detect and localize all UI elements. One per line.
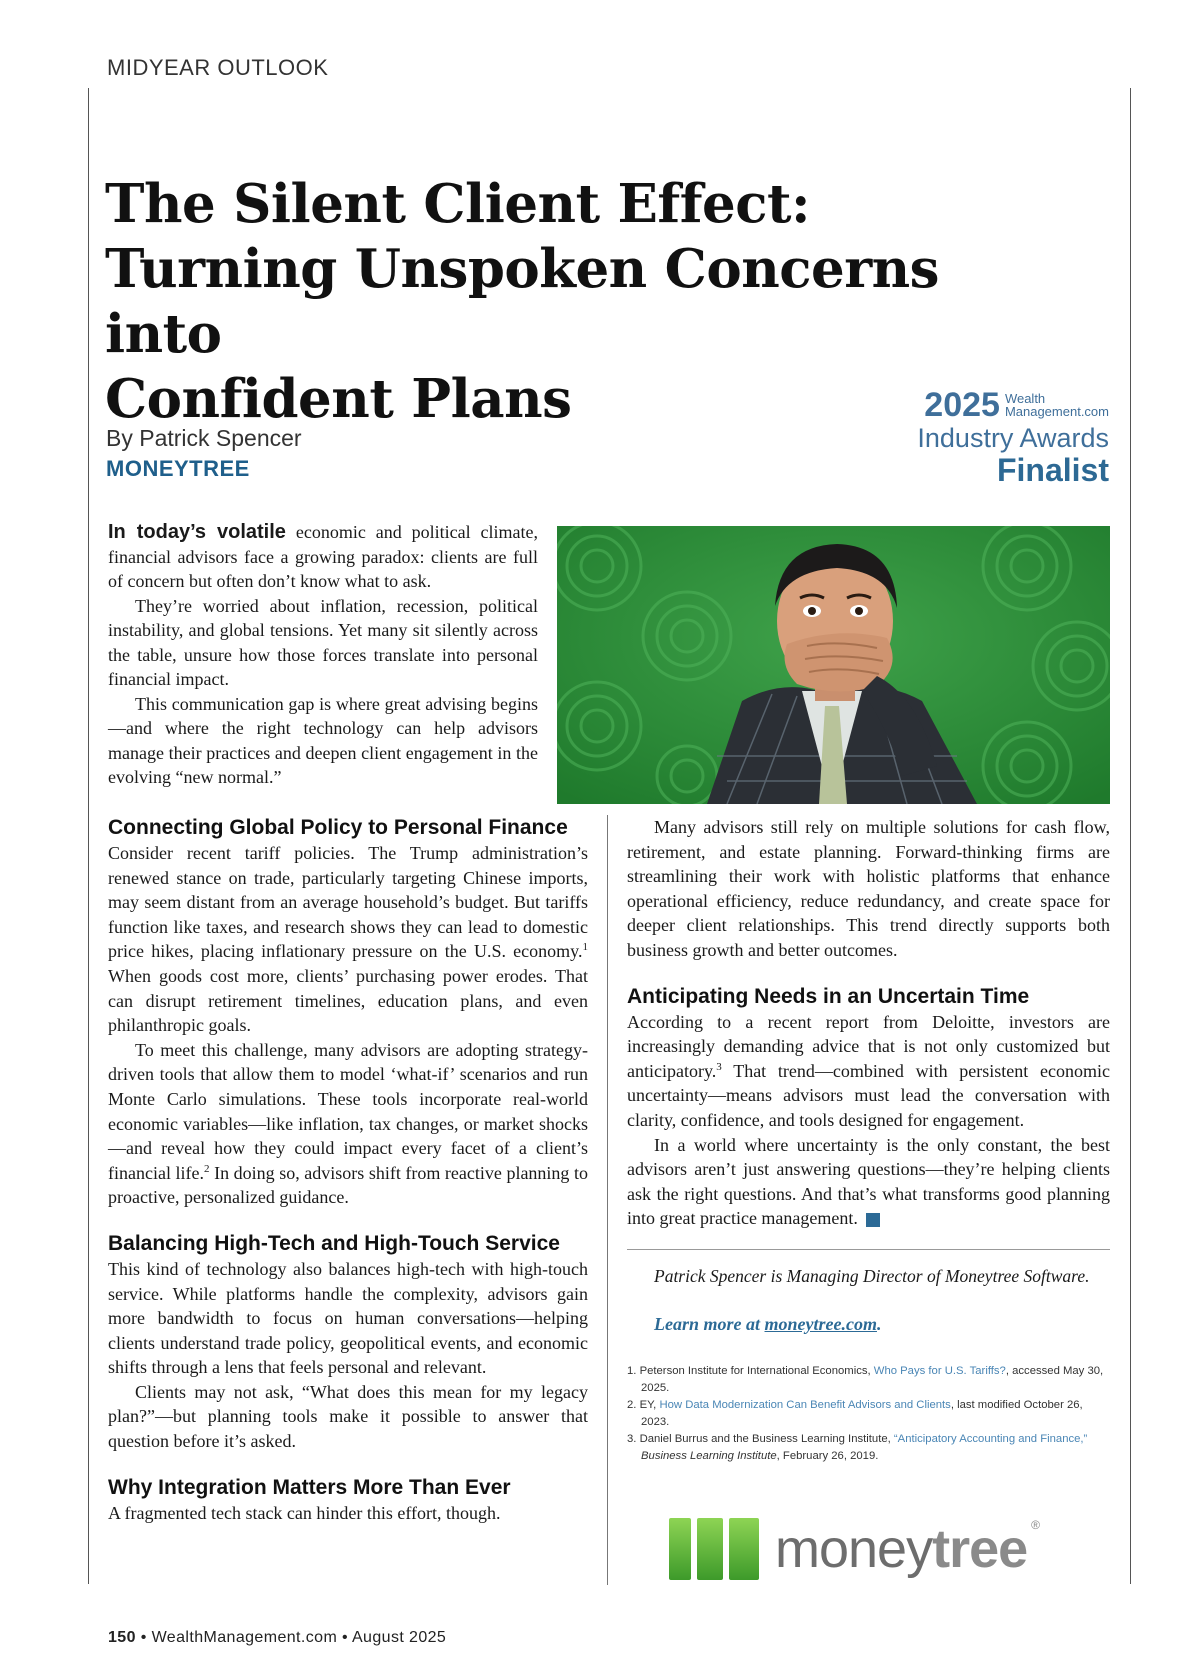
headline-line-1: The Silent Client Effect: [105,173,811,235]
section-label: MIDYEAR OUTLOOK [107,55,329,80]
award-brand: Wealth Management.com [1004,391,1109,419]
subhead-why-integration: Why Integration Matters More Than Ever [108,1475,511,1499]
photo-man-covering-mouth [557,526,1110,804]
body-paragraph: To meet this challenge, many advisors are adopting strategy-driven tools that allow them to model ‘what-if’ scenarios and run Monte Carlo simulations. These tools incorporate real-world economic variables—like inflation, tax changes, or market shocks—and reveal how they could impact every facet of a client’s financial life.$^2$ In doing so, advisors shift from reactive planning to proactive, personalized guidance. [108,1039,588,1208]
right-column [627,815,1110,1465]
body-paragraph: This kind of technology also balances high-tech with high-touch service. While platforms handle the complexity, advisors gain more bandwidth to focus on human conversations—helping clients understand trade policy, geopolitical events, and economic shifts through a lens that feels personal and relevant. [108,1258,588,1378]
author-bio: Patrick Spencer is Managing Director of Moneytree Software. [654,1265,1090,1286]
award-title: Industry Awards [917,423,1109,453]
footnote-ref: 3 [716,1060,722,1073]
award-badge [917,388,1109,488]
body-paragraph: According to a recent report from Deloitte, investors are increasingly demanding advice that is not only customized but anticipatory.$^3$ That trend—combined with persistent economic uncertainty—means advisors must lead the conversation with clarity, confidence, and tools designed for engagement. [627,1011,1110,1130]
subhead-balancing-high-tech: Balancing High-Tech and High-Touch Service [108,1231,560,1255]
body-paragraph: Clients may not ask, “What does this mean for my legacy plan?”—but planning tools make it possible to answer that question before it’s asked. [108,1381,588,1452]
award-year: 2025 [924,386,1000,424]
body-paragraph: Consider recent tariff policies. The Trump administration’s renewed stance on trade, particularly targeting Chinese imports, may seem distant from an average household’s budget. But tariffs function like taxes, and research shows they can lead to domestic price hikes, placing inflationary pressure on the U.S. economy.$^1$ When goods cost more, clients’ purchasing power erodes. That can disrupt retirement timelines, education plans, and even philanthropic goals. [108,843,588,1036]
intro-paragraph-1: In today’s volatile economic and political climate, financial advisors face a growing paradox: clients are full of concern but often don’t know what to ask. [108,521,538,591]
logo-wordmark: moneytree [775,1519,1028,1579]
footnote-link[interactable]: How Data Modernization Can Benefit Advisors and Clients [659,1398,951,1411]
lead-in: In today’s volatile [108,521,286,543]
footnote-link[interactable]: Who Pays for U.S. Tariffs? [873,1364,1006,1377]
award-finalist: Finalist [996,452,1109,488]
body-paragraph: In a world where uncertainty is the only constant, the best advisors aren’t just answering questions—they’re helping clients ask the right questions. And that’s what transforms good planning into great practice management. [627,1134,1110,1229]
square-end-mark-icon [866,1213,880,1227]
company-name: MONEYTREE [106,456,250,481]
right-rule [1130,88,1131,1584]
intro-paragraph-3: This communication gap is where great advising begins—and where the right technology can help advisors manage their practices and deepen client engagement in the evolving “new normal.” [108,693,538,787]
subhead-connecting-global-policy: Connecting Global Policy to Personal Finance [108,816,568,839]
logo-bars-icon [669,1518,759,1580]
intro-paragraph-2: They’re worried about inflation, recession, political instability, and global tensions. Yet many sit silently across the table, unsure how those forces translate into personal financial impact. [108,595,538,689]
footnote-item: 1. Peterson Institute for International Economics, Who Pays for U.S. Tariffs?, accessed May 30, 2025. [627,1364,1104,1394]
moneytree-link[interactable]: moneytree.com [764,1313,877,1334]
page-number: 150 [108,1629,136,1646]
footnote-link[interactable]: “Anticipatory Accounting and Finance,” [893,1432,1088,1445]
footnote-item: 3. Daniel Burrus and the Business Learning Institute, “Anticipatory Accounting and Finance,” Business Learning Institute, February 26, 2019. [627,1432,1088,1462]
intro-text [108,520,538,790]
subhead-anticipating-needs: Anticipating Needs in an Uncertain Time [627,984,1030,1008]
left-rule [88,88,89,1584]
registered-mark: ® [1031,1518,1040,1532]
moneytree-logo [669,1514,1089,1584]
column-divider [607,815,608,1585]
byline: By Patrick Spencer [106,425,302,451]
body-paragraph: A fragmented tech stack can hinder this effort, though. [108,1502,501,1523]
left-column [108,815,588,1525]
headline-line-2: Turning Unspoken Concerns into [105,238,940,365]
footnotes [627,1363,1110,1465]
headline-line-3: Confident Plans [105,368,572,430]
footnote-item: 2. EY, How Data Modernization Can Benefit Advisors and Clients, last modified October 26, 2023. [627,1398,1083,1428]
body-paragraph: Many advisors still rely on multiple solutions for cash flow, retirement, and estate planning. Forward-thinking firms are streamlining their work with holistic platforms that enhance operational efficiency, reduce redundancy, and create space for deeper client relationships. This trend directly supports both business growth and better outcomes. [627,817,1110,960]
learn-more: Learn more at moneytree.com. [654,1313,882,1334]
footnote-ref: 2 [204,1162,210,1175]
divider-line [627,1249,1110,1250]
page-footer: 150 • WealthManagement.com • August 2025 [108,1629,447,1646]
footnote-ref: 1 [582,941,588,954]
